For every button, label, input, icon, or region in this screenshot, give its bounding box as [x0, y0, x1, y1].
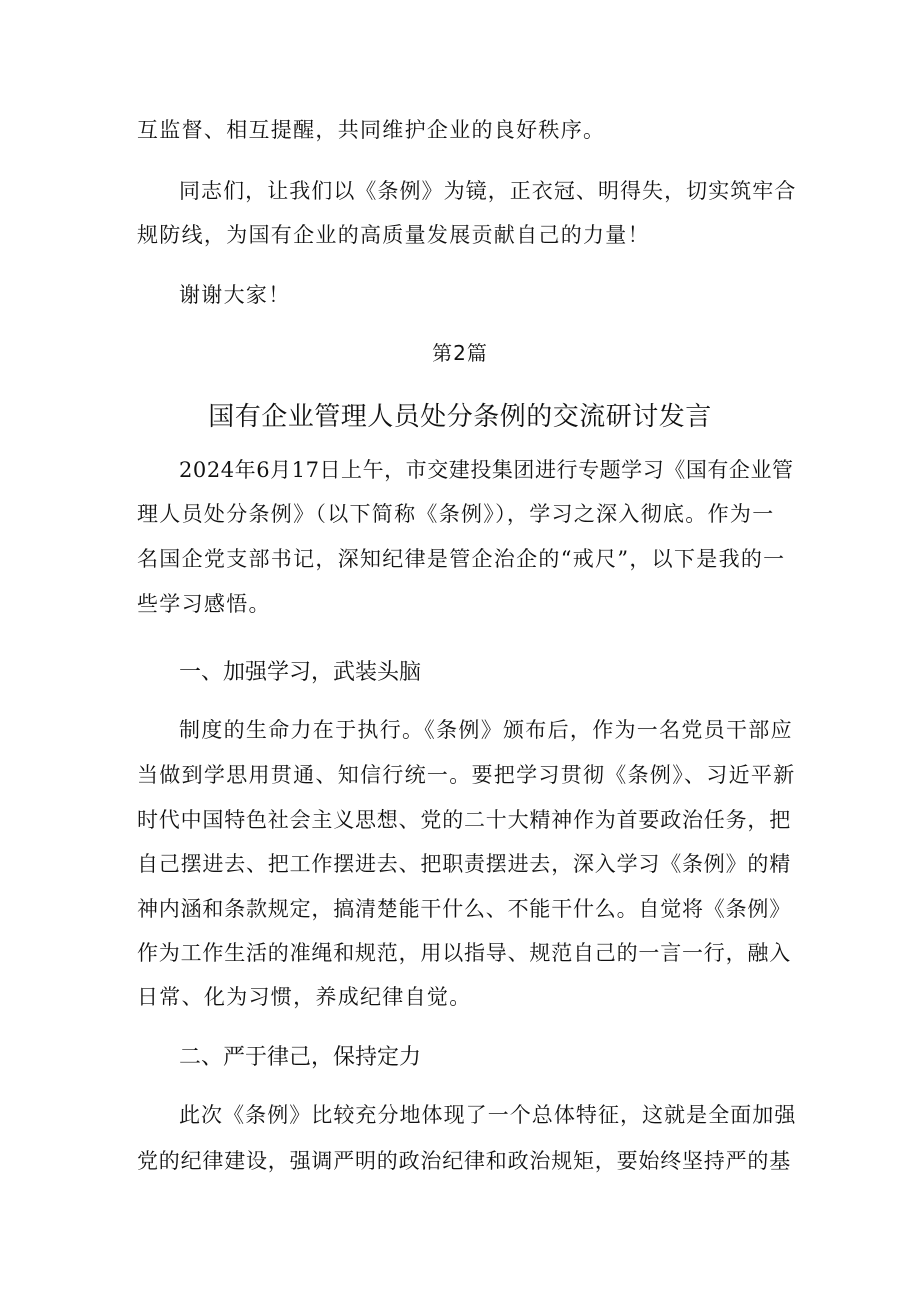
intro-line: 2024年6月17日上午，市交建投集团进行专题学习《国有企业管	[179, 458, 794, 482]
continuation-line: 互监督、相互提醒，共同维护企业的良好秩序。	[137, 118, 606, 142]
body-line: 自己摆进去、把工作摆进去、把职责摆进去，深入学习《条例》的精	[137, 852, 791, 876]
body-line: 日常、化为习惯，养成纪律自觉。	[137, 985, 472, 1009]
section-heading: 二、严于律己，保持定力	[179, 1045, 422, 1070]
continuation-line: 同志们，让我们以《条例》为镜，正衣冠、明得失，切实筑牢合	[179, 179, 797, 203]
body-line: 此次《条例》比较充分地体现了一个总体特征，这就是全面加强	[179, 1103, 797, 1127]
section-label: 第2篇	[432, 341, 488, 365]
intro-line: 些学习感悟。	[137, 592, 271, 616]
intro-line: 名国企党支部书记，深知纪律是管企治企的“戒尺”，以下是我的一	[137, 547, 786, 571]
intro-line: 理人员处分条例》（以下简称《条例》），学习之深入彻底。作为一	[137, 502, 775, 526]
body-line: 作为工作生活的准绳和规范，用以指导、规范自己的一言一行，融入	[137, 941, 791, 965]
page-title: 国有企业管理人员处分条例的交流研讨发言	[208, 402, 712, 432]
continuation-line: 规防线，为国有企业的高质量发展贡献自己的力量！	[137, 223, 650, 247]
body-line: 制度的生命力在于执行。《条例》颁布后，作为一名党员干部应	[179, 718, 793, 742]
section-heading: 一、加强学习，武装头脑	[179, 660, 422, 685]
body-line: 时代中国特色社会主义思想、党的二十大精神作为首要政治任务，把	[137, 808, 791, 832]
body-line: 神内涵和条款规定，搞清楚能干什么、不能干什么。自觉将《条例》	[137, 897, 791, 921]
closing-thanks: 谢谢大家！	[179, 283, 291, 307]
body-line: 当做到学思用贯通、知信行统一。要把学习贯彻《条例》、习近平新	[137, 763, 796, 787]
body-line: 党的纪律建设，强调严明的政治纪律和政治规矩，要始终坚持严的基	[137, 1149, 791, 1173]
